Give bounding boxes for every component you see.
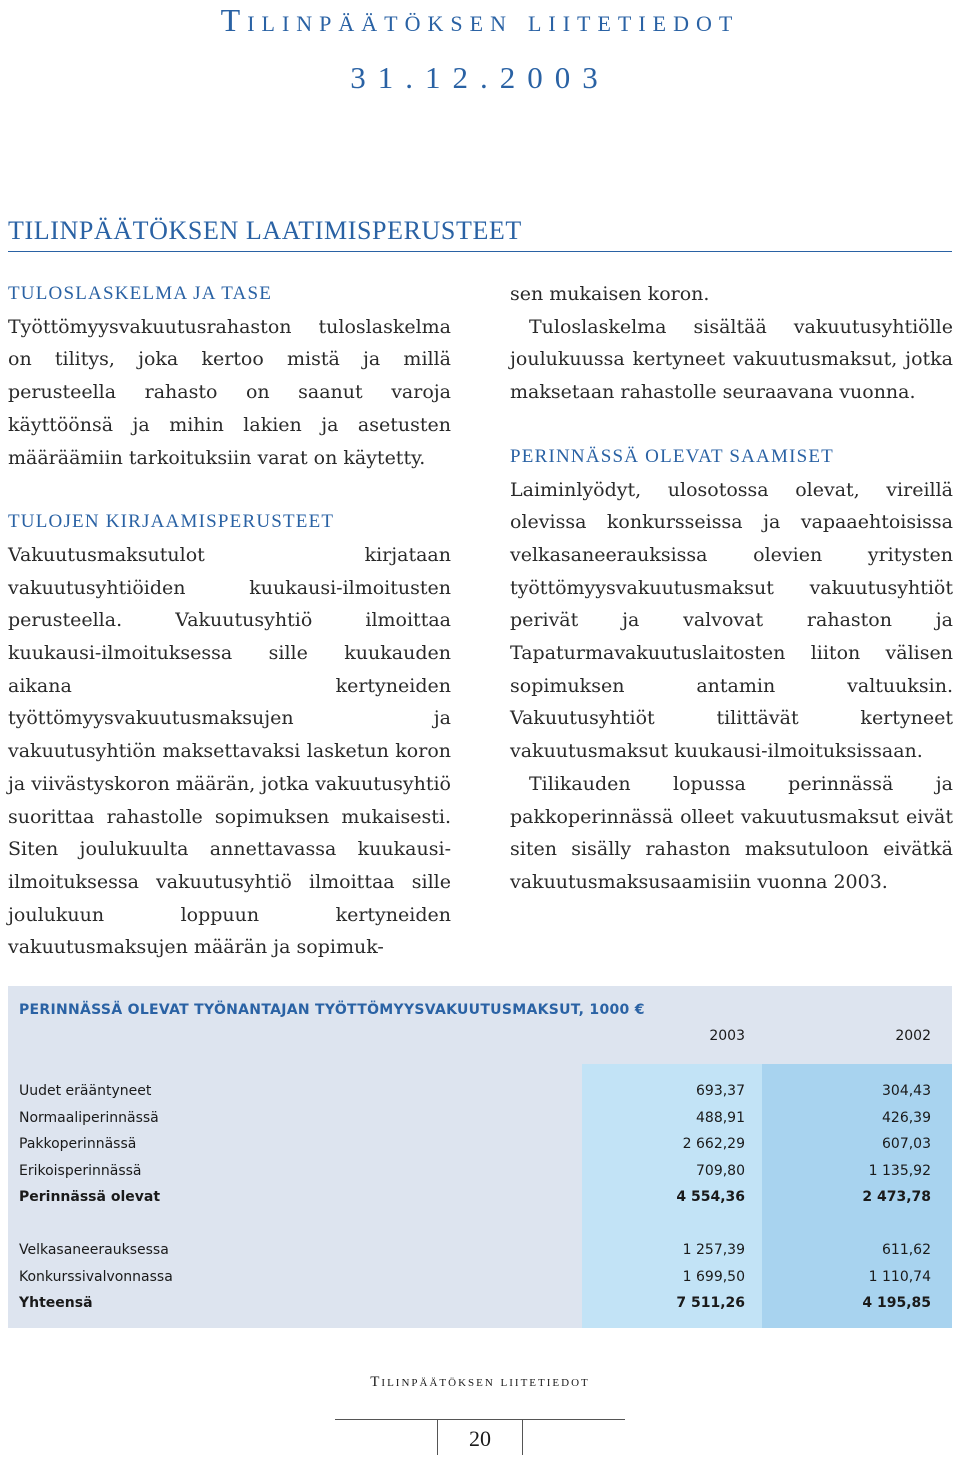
section-title: TILINPÄÄTÖKSEN LAATIMISPERUSTEET [8,216,522,245]
value-2003: 488,91 [696,1110,745,1126]
table-row [8,1079,952,1105]
paragraph-tulojen-kirjaaminen: Vakuutusmaksutulot kirjataan vakuutusyhtiöiden kuukausi-ilmoitusten perusteella. Vakuutusyhtiö ilmoittaa kuukausi-ilmoituksessa sille kuukauden aikana kertyneiden työttömyysvakuutusmaksujen ja vakuutusyhtiön maksettavaksi lasketun koron ja viivästyskoron määrän, jotka vakuutusyhtiö suorittaa rahastolle sopimuksen mukaisesti. Siten joulukuulta annettavassa kuukausi-ilmoituksessa vakuutusyhtiö ilmoittaa sille joulukuun loppuun kertyneiden vakuutusmaksujen määrän ja sopimuk- [8,543,451,959]
table-row [8,1132,952,1158]
value-2003: 709,80 [696,1163,745,1179]
table-row [8,1159,952,1185]
row-label: Velkasaneerauksessa [19,1242,169,1258]
value-2002: 304,43 [882,1083,931,1099]
row-label: Uudet erääntyneet [19,1083,152,1099]
value-2002: 1 135,92 [868,1163,931,1179]
paragraph-tilikauden-lopussa: Tilikauden lopussa perinnässä ja pakkoperinnässä olleet vakuutusmaksut eivät siten sisälly rahaston maksutuloon eivätkä vakuutusmaksusaamisiin vuonna 2003. [510,772,953,893]
left-text-column [8,278,451,964]
table-subtotal-row [8,1185,952,1211]
section-divider [8,251,952,252]
row-label: Konkurssivalvonnassa [19,1269,173,1285]
value-2003: 7 511,26 [676,1295,745,1311]
receivables-table [8,986,952,1328]
row-label: Normaaliperinnässä [19,1110,159,1126]
value-2002: 1 110,74 [868,1269,931,1285]
subheading-tulojen-kirjaaminen: TULOJEN KIRJAAMISPERUSTEET [8,511,335,533]
paragraph-continuation: sen mukaisen koron. [510,283,710,305]
page-number: 20 [437,1419,523,1455]
paragraph-tuloslaskelma: Työttömyysvakuutusrahaston tuloslaskelma on tilitys, joka kertoo mistä ja millä perusteella rahasto on saanut varoja käyttöönsä ja mihin lakien ja asetusten määräämiin tarkoituksiin varat on käytetty. [8,315,451,469]
row-label: Yhteensä [19,1295,93,1311]
row-label: Erikoisperinnässä [19,1163,142,1179]
column-header-2002: 2002 [895,1028,931,1044]
table-row [8,1238,952,1264]
value-2002: 607,03 [882,1136,931,1152]
paragraph-perinnassa-olevat: Laiminlyödyt, ulosotossa olevat, vireillä olevissa konkursseissa ja vapaaehtoisissa velkasaneerauksissa olevien yritysten työttömyysvakuutusmaksut vakuutusyhtiöt perivät ja valvovat rahaston ja Tapaturmavakuutuslaitosten liiton välisen sopimuksen antamin valtuuksin. Vakuutusyhtiöt tilittävät kertyneet vakuutusmaksut kuukausi-ilmoituksissaan. [510,478,953,763]
table-title: PERINNÄSSÄ OLEVAT TYÖNANTAJAN TYÖTTÖMYYSVAKUUTUSMAKSUT, 1000 € [19,1002,645,1018]
value-2002: 426,39 [882,1110,931,1126]
value-2002: 2 473,78 [862,1189,931,1205]
spacer [510,409,953,441]
page-header-title: Tilinpäätöksen liitetiedot [220,2,740,38]
subheading-tuloslaskelma: TULOSLASKELMA JA TASE [8,283,273,304]
value-2003: 2 662,29 [682,1136,745,1152]
value-2003: 1 257,39 [682,1242,745,1258]
right-text-column [510,278,953,899]
value-2003: 1 699,50 [682,1269,745,1285]
table-total-row [8,1291,952,1317]
footer-title: Tilinpäätöksen liitetiedot [370,1374,590,1390]
value-2003: 4 554,36 [676,1189,745,1205]
row-label: Pakkoperinnässä [19,1136,137,1152]
table-row [8,1265,952,1291]
value-2002: 4 195,85 [862,1295,931,1311]
spacer [8,474,451,506]
value-2003: 693,37 [696,1083,745,1099]
row-label: Perinnässä olevat [19,1189,161,1205]
column-header-2003: 2003 [709,1028,745,1044]
paragraph-tuloslaskelma-sisaltaa: Tuloslaskelma sisältää vakuutusyhtiölle joulukuussa kertyneet vakuutusmaksut, jotka maksetaan rahastolle seuraavana vuonna. [510,315,953,404]
table-row [8,1106,952,1132]
page-header-date: 31.12.2003 [350,60,610,95]
value-2002: 611,62 [882,1242,931,1258]
subheading-perinnassa-olevat: PERINNÄSSÄ OLEVAT SAAMISET [510,445,834,467]
